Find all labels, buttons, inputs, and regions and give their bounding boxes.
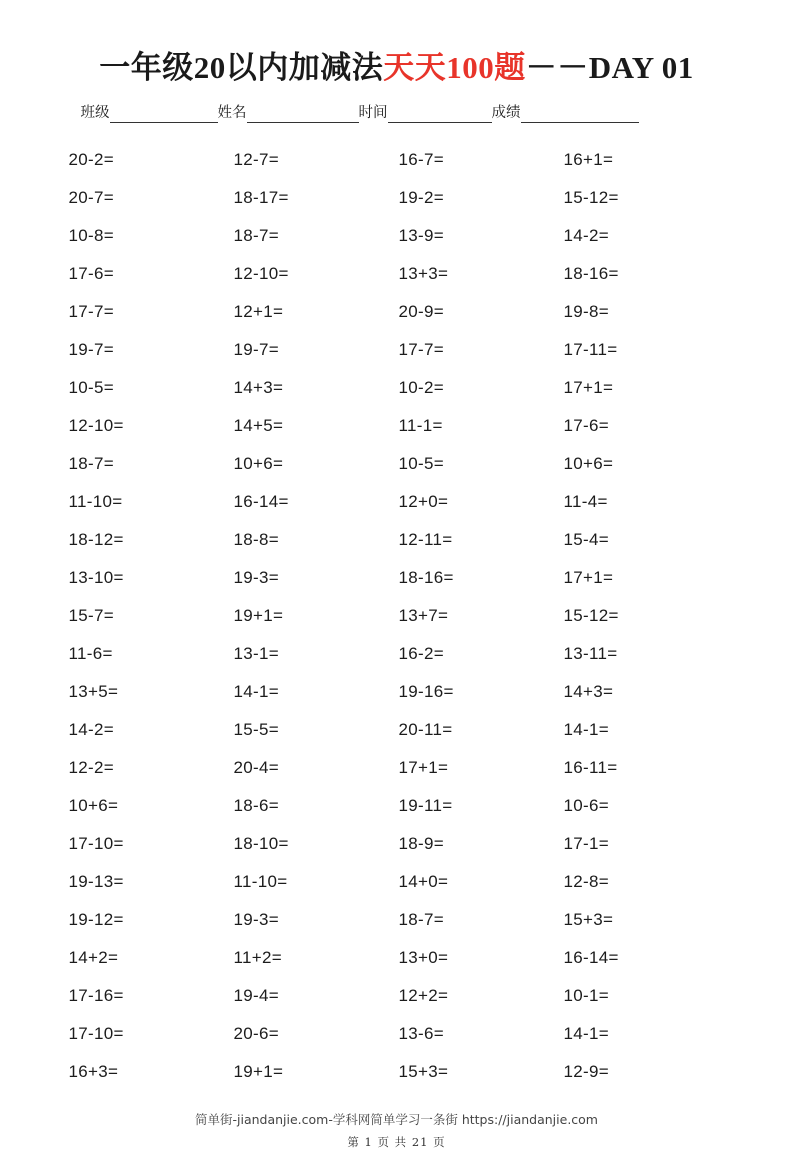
problem-cell: 10+6= — [68, 796, 119, 815]
problem-cell: 17-10= — [68, 1024, 124, 1043]
problem-cell: 10+6= — [233, 454, 284, 473]
page-title — [0, 42, 793, 87]
problem-cell: 19-3= — [233, 568, 279, 587]
name-field — [218, 101, 359, 123]
problem-cell: 17+1= — [563, 568, 614, 587]
problem-cell: 15-12= — [563, 188, 619, 207]
problem-cell: 13-6= — [398, 1024, 444, 1043]
problem-cell: 18-7= — [233, 226, 279, 245]
problem-cell: 17-6= — [563, 416, 609, 435]
class-input-line[interactable] — [110, 107, 218, 123]
problem-cell: 12-2= — [68, 758, 114, 777]
problem-cell: 12+1= — [233, 302, 284, 321]
problem-cell: 19-16= — [398, 682, 454, 701]
problem-cell: 10-1= — [563, 986, 609, 1005]
footer-page-number: 第 1 页 共 21 页 — [347, 1135, 446, 1149]
problem-cell: 13+5= — [68, 682, 119, 701]
problem-cell: 14+3= — [233, 378, 284, 397]
problem-cell: 17-7= — [398, 340, 444, 359]
problem-cell: 10-8= — [68, 226, 114, 245]
problem-cell: 12-7= — [233, 150, 279, 169]
problem-cell: 18-17= — [233, 188, 289, 207]
score-input-line[interactable] — [521, 107, 639, 123]
problem-cell: 17+1= — [398, 758, 449, 777]
problem-cell: 17-6= — [68, 264, 114, 283]
problem-cell: 10+6= — [563, 454, 614, 473]
problem-cell: 18-16= — [563, 264, 619, 283]
problem-cell: 11-10= — [233, 872, 288, 891]
problem-cell: 17-1= — [563, 834, 609, 853]
problem-cell: 15-4= — [563, 530, 609, 549]
problem-cell: 12-10= — [68, 416, 124, 435]
problem-cell: 20-11= — [398, 720, 453, 739]
footer-watermark: 简单街-jiandanjie.com-学科网简单学习一条街 https://jiandanjie.com — [194, 1112, 598, 1127]
problem-cell: 11-1= — [398, 416, 443, 435]
problem-cell: 20-9= — [398, 302, 444, 321]
problem-cell: 20-7= — [68, 188, 114, 207]
problem-cell: 19-7= — [68, 340, 114, 359]
problem-cell: 10-2= — [398, 378, 444, 397]
problem-cell: 19-2= — [398, 188, 444, 207]
problem-cell: 11-4= — [563, 492, 608, 511]
problem-cell: 16-2= — [398, 644, 444, 663]
problem-cell: 14-1= — [563, 720, 609, 739]
problem-cell: 18-6= — [233, 796, 279, 815]
problem-cell: 20-2= — [68, 150, 114, 169]
problem-cell: 13-11= — [563, 644, 618, 663]
title-grade: 一年级 — [99, 50, 194, 86]
class-label: 班级 — [80, 105, 110, 121]
problem-cell: 16-7= — [398, 150, 444, 169]
problem-cell: 14-2= — [563, 226, 609, 245]
problem-cell: 16-11= — [563, 758, 618, 777]
name-input-line[interactable] — [247, 107, 359, 123]
problem-cell: 13+3= — [398, 264, 449, 283]
problem-cell: 12+0= — [398, 492, 449, 511]
problem-cell: 12-10= — [233, 264, 289, 283]
name-label: 姓名 — [217, 105, 247, 121]
problem-cell: 18-10= — [233, 834, 289, 853]
problem-cell: 18-9= — [398, 834, 444, 853]
problem-cell: 19-13= — [68, 872, 124, 891]
problem-cell: 13-9= — [398, 226, 444, 245]
problem-cell: 18-8= — [233, 530, 279, 549]
problem-cell: 12-11= — [398, 530, 453, 549]
title-operation: 以内加减法 — [225, 50, 384, 86]
problem-cell: 11+2= — [233, 948, 282, 967]
problem-cell: 13-10= — [68, 568, 124, 587]
problem-cell: 19-12= — [68, 910, 124, 929]
title-daily: 天天 — [383, 50, 447, 86]
problem-cell: 19-11= — [398, 796, 453, 815]
problem-cell: 13-1= — [233, 644, 279, 663]
problem-cell: 16-14= — [563, 948, 619, 967]
worksheet-page — [0, 42, 793, 1164]
problem-cell: 14-2= — [68, 720, 114, 739]
problem-cell: 11-10= — [68, 492, 123, 511]
problem-cell: 17-7= — [68, 302, 114, 321]
title-day: －－DAY 01 — [525, 50, 694, 85]
problem-cell: 17-16= — [68, 986, 124, 1005]
problem-cell: 14+2= — [68, 948, 119, 967]
problem-cell: 14-1= — [233, 682, 279, 701]
problem-cell: 16+3= — [68, 1062, 119, 1081]
problem-cell: 11-6= — [68, 644, 113, 663]
problem-cell: 15+3= — [563, 910, 614, 929]
problem-cell: 15-7= — [68, 606, 114, 625]
problem-cell: 12-9= — [563, 1062, 609, 1081]
problem-cell: 13+7= — [398, 606, 449, 625]
problem-cell: 19+1= — [233, 606, 284, 625]
problem-cell: 20-4= — [233, 758, 279, 777]
title-questions: 题 — [494, 50, 526, 86]
class-field — [81, 101, 218, 123]
problem-cell: 17-11= — [563, 340, 618, 359]
problem-cell: 13+0= — [398, 948, 449, 967]
problem-cell: 10-5= — [398, 454, 444, 473]
problem-cell: 19+1= — [233, 1062, 284, 1081]
problem-cell: 12-8= — [563, 872, 609, 891]
problem-cell: 14+3= — [563, 682, 614, 701]
problem-cell: 18-7= — [398, 910, 444, 929]
problem-cell: 16-14= — [233, 492, 289, 511]
title-count: 100 — [446, 50, 495, 85]
problem-grid — [67, 141, 727, 1091]
problem-cell: 10-6= — [563, 796, 609, 815]
problem-cell: 15+3= — [398, 1062, 449, 1081]
problem-cell: 18-12= — [68, 530, 124, 549]
time-label: 时间 — [358, 105, 388, 121]
problem-cell: 18-16= — [398, 568, 454, 587]
problem-cell: 19-4= — [233, 986, 279, 1005]
problem-cell: 17+1= — [563, 378, 614, 397]
problem-cell: 16+1= — [563, 150, 614, 169]
score-field — [492, 101, 639, 123]
problem-cell: 14+5= — [233, 416, 284, 435]
time-field — [359, 101, 492, 123]
time-input-line[interactable] — [388, 107, 492, 123]
problem-cell: 15-12= — [563, 606, 619, 625]
problem-cell: 15-5= — [233, 720, 279, 739]
problem-cell: 18-7= — [68, 454, 114, 473]
problem-cell: 12+2= — [398, 986, 449, 1005]
problem-cell: 17-10= — [68, 834, 124, 853]
title-range-number: 20 — [193, 50, 226, 85]
problem-cell: 14+0= — [398, 872, 449, 891]
problem-cell: 19-7= — [233, 340, 279, 359]
info-row — [81, 101, 713, 123]
problem-cell: 14-1= — [563, 1024, 609, 1043]
problem-cell: 10-5= — [68, 378, 114, 397]
score-label: 成绩 — [491, 105, 521, 121]
problem-cell: 19-8= — [563, 302, 609, 321]
problem-cell: 20-6= — [233, 1024, 279, 1043]
problem-cell: 19-3= — [233, 910, 279, 929]
